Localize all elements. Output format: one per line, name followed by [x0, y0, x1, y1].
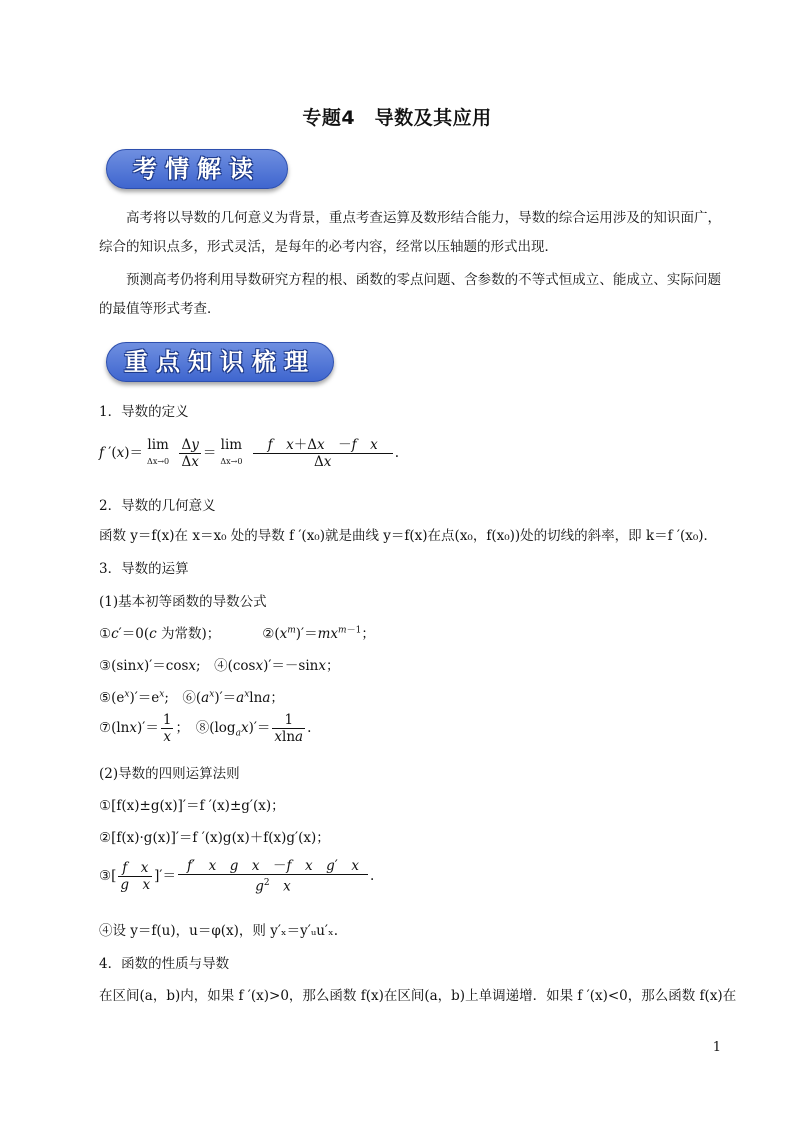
section-1-heading: 1．导数的定义	[99, 404, 189, 420]
section-3-sub-2: (2)导数的四则运算法则	[99, 766, 240, 782]
section-3-sub-1: (1)基本初等函数的导数公式	[99, 594, 267, 610]
page-title: 专题4 导数及其应用	[302, 107, 492, 129]
formula-trig: ③(sinx)′＝cosx; ④(cosx)′＝－sinx；	[99, 658, 340, 674]
section-2-heading: 2．导数的几何意义	[99, 498, 216, 514]
limit-subscript: Δx→0	[147, 457, 170, 466]
intro-paragraph-2: 预测高考仍将利用导数研究方程的根、函数的零点问题、含参数的不等式恒成立、能成立、实际问题的最值等形式考查．	[99, 272, 721, 317]
section-3-heading: 3．导数的运算	[99, 561, 189, 577]
formula-chain-rule: ④设 y＝f(u)，u＝φ(x)，则 y′ₓ＝y′ᵤu′ₓ.	[99, 923, 338, 939]
section-4-text: 在区间(a，b)内，如果 f ′(x)>0，那么函数 f(x)在区间(a，b)上单调递增．如果 f ′(x)<0，那么函数 f(x)在	[99, 988, 737, 1004]
formula-product-rule: ②[f(x)·g(x)]′＝f ′(x)g(x)＋f(x)g′(x)；	[99, 830, 330, 846]
formula-constant-power: ①c′＝0(c 为常数)； $②(x^m)'=mx^{m-1}$；	[99, 625, 375, 642]
limit-subscript-2: Δx→0	[220, 457, 243, 466]
page-number: 1	[712, 1040, 721, 1055]
banner-exam-analysis: 考情解读	[106, 149, 288, 189]
section-2-text: 函数 y＝f(x)在 x＝x₀ 处的导数 f ′(x₀)就是曲线 y＝f(x)在点(x₀，f(x₀))处的切线的斜率，即 k＝f ′(x₀)．	[99, 528, 718, 544]
section-4-heading: 4．函数的性质与导数	[99, 956, 230, 972]
banner-key-knowledge: 重点知识梳理	[106, 342, 334, 382]
formula-sum-rule: ①[f(x)±g(x)]′＝f ′(x)±g′(x)；	[99, 798, 285, 814]
derivative-definition-formula: f ′(x)＝ lim Δx→0 $\frac{\Delta y}{\Delta x}$ ＝ lim Δx→0 $\frac{\text{f x＋Δx －f x}}{\Delta x}$ .	[99, 437, 400, 470]
formula-quotient-rule: ③[ $\frac{\text{f x}}{\text{g x}}$ ]′＝ $\frac{\text{f′ x g x －f x g′ x}}{g^2 x}$ .	[99, 858, 375, 895]
formula-exponential: $⑤(e^x)'=e^x$; $⑥(a^x)'=a^x\ln a$；	[99, 689, 284, 706]
formula-logarithm: ⑦(lnx)′＝ $\frac{1}{x}$ ； $⑧(\log_ax)'=$ $\frac{1}{xlna}$ .	[99, 712, 312, 745]
intro-paragraph-1: 高考将以导数的几何意义为背景，重点考查运算及数形结合能力，导数的综合运用涉及的知识面广，综合的知识点多，形式灵活，是每年的必考内容，经常以压轴题的形式出现．	[99, 210, 721, 255]
